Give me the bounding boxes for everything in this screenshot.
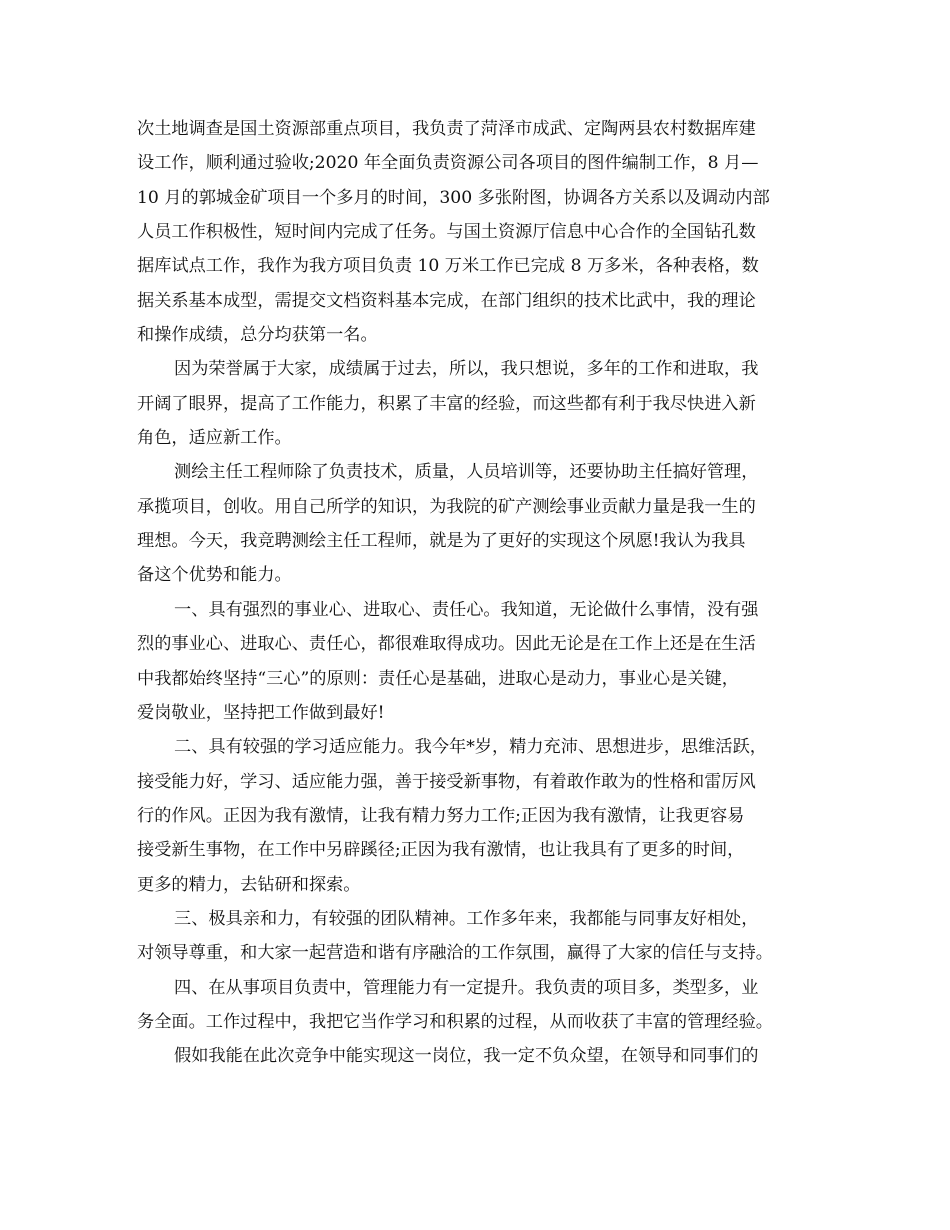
text-line: 接受能力好，学习、适应能力强，善于接受新事物，有着敢作敢为的性格和雷厉风 [137, 771, 756, 792]
text-line: 10 月的郭城金矿项目一个多月的时间，300 多张附图，协调各方关系以及调动内部 [137, 187, 770, 208]
text-line: 接受新生事物，在工作中另辟蹊径;正因为我有激情，也让我具有了更多的时间， [137, 840, 745, 861]
paragraph-first-line: 测绘主任工程师除了负责技术，质量，人员培训等，还要协助主任搞好管理， [174, 462, 759, 483]
text-line: 理想。今天，我竞聘测绘主任工程师，就是为了更好的实现这个夙愿!我认为我具 [137, 531, 746, 552]
text-line: 中我都始终坚持“三心”的原则：责任心是基础，进取心是动力，事业心是关键， [137, 668, 739, 689]
text-line: 行的作风。正因为我有激情，让我有精力努力工作;正因为我有激情，让我更容易 [137, 805, 745, 826]
text-line: 和操作成绩，总分均获第一名。 [137, 325, 378, 346]
text-line: 爱岗敬业，坚持把工作做到最好! [137, 702, 385, 723]
text-line: 烈的事业心、进取心、责任心，都很难取得成功。因此无论是在工作上还是在生活 [137, 634, 756, 655]
text-line: 对领导尊重，和大家一起营造和谐有序融洽的工作氛围，赢得了大家的信任与支持。 [137, 943, 773, 964]
text-line: 据关系基本成型，需提交文档资料基本完成，在部门组织的技术比武中，我的理论 [137, 290, 756, 311]
text-line: 务全面。工作过程中，我把它当作学习和积累的过程，从而收获了丰富的管理经验。 [137, 1011, 773, 1032]
text-line: 承揽项目，创收。用自己所学的知识，为我院的矿产测绘事业贡献力量是我一生的 [137, 496, 756, 517]
paragraph-first-line: 三、极具亲和力，有较强的团队精神。工作多年来，我都能与同事友好相处， [174, 908, 759, 929]
text-line: 备这个优势和能力。 [137, 565, 292, 586]
paragraph-first-line: 一、具有强烈的事业心、进取心、责任心。我知道，无论做什么事情，没有强 [174, 599, 759, 620]
paragraph-first-line: 因为荣誉属于大家，成绩属于过去，所以，我只想说，多年的工作和进取，我 [174, 359, 759, 380]
text-line: 开阔了眼界，提高了工作能力，积累了丰富的经验，而这些都有利于我尽快进入新 [137, 393, 756, 414]
text-line: 角色，适应新工作。 [137, 428, 292, 449]
text-line: 据库试点工作，我作为我方项目负责 10 万米工作已完成 8 万多米，各种表格，数 [137, 256, 759, 277]
text-line: 次土地调查是国土资源部重点项目，我负责了菏泽市成武、定陶两县农村数据库建 [137, 119, 756, 139]
document-body [137, 112, 822, 1074]
paragraph-first-line: 四、在从事项目负责中，管理能力有一定提升。我负责的项目多，类型多，业 [174, 977, 759, 998]
text-line: 人员工作积极性，短时间内完成了任务。与国土资源厅信息中心合作的全国钻孔数 [137, 222, 756, 243]
text-line: 更多的精力，去钻研和探索。 [137, 874, 361, 895]
paragraph-first-line: 假如我能在此次竞争中能实现这一岗位，我一定不负众望，在领导和同事们的 [174, 1046, 759, 1067]
paragraph-first-line: 二、具有较强的学习适应能力。我今年*岁，精力充沛、思想进步，思维活跃， [174, 737, 767, 758]
text-line: 设工作，顺利通过验收;2020 年全面负责资源公司各项目的图件编制工作，8 月— [137, 153, 759, 174]
